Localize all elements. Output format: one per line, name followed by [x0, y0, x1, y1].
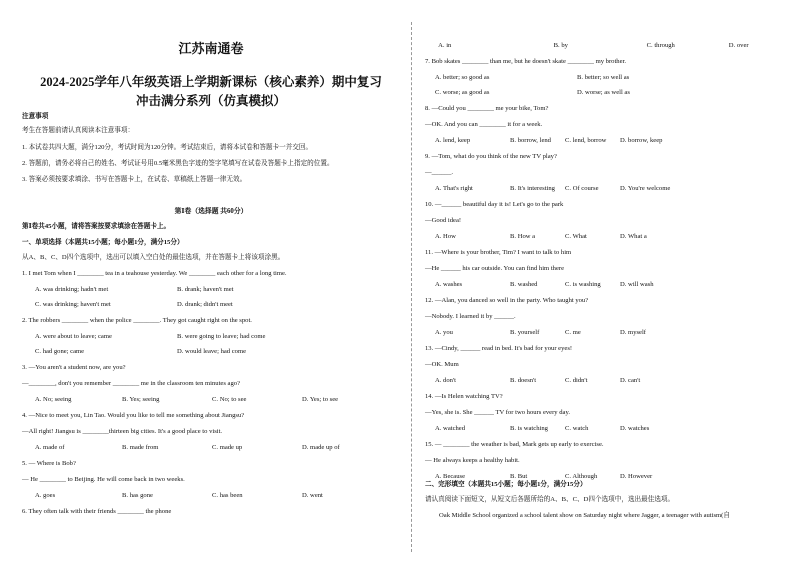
answer-option: A. No; seeing: [35, 396, 72, 403]
notice-item: 3. 答案必须按要求填涂、书写在答题卡上，在试卷、草稿纸上答题一律无效。: [22, 176, 247, 183]
answer-option: A. were about to leave; came: [35, 333, 112, 340]
answer-option: B. doesn't: [510, 377, 537, 384]
answer-option: B. made from: [122, 444, 159, 451]
notice-heading: 注意事项: [22, 113, 49, 120]
answer-option: B. But: [510, 473, 528, 480]
answer-option: D. would leave; had come: [177, 348, 247, 355]
question-stem: 13. —Cindy, ______ read in bed. It's bad for your eyes!: [425, 345, 573, 352]
answer-option: A. better; so good as: [435, 74, 490, 81]
answer-option: B. drank; haven't met: [177, 286, 234, 293]
answer-option: A. Because: [435, 473, 466, 480]
section2-title: 二、完形填空（本题共15小题；每小题1分，满分15分）: [425, 481, 587, 488]
left-column: [22, 0, 400, 562]
question-stem: —He ______ his car outside. You can find him there: [425, 265, 564, 272]
answer-option: B. has gone: [122, 492, 153, 499]
question-stem: 15. — ________ the weather is bad, Mark gets up early to exercise.: [425, 441, 604, 448]
answer-option: D. watches: [620, 425, 650, 432]
answer-option: A. washes: [435, 281, 463, 288]
section1-title: 一、单项选择（本题共15小题；每小题1分，满分15分）: [22, 239, 184, 246]
answer-option: D. Yes; to see: [302, 396, 339, 403]
question-stem: —All right! Jiangsu is ________thirteen big cities. It's a good place to visit.: [22, 428, 223, 435]
answer-option: C. Of course: [565, 185, 599, 192]
question-stem: 2. The robbers ________ when the police ________. They got caught right on the spot.: [22, 317, 252, 324]
answer-option: D. made up of: [302, 444, 340, 451]
question-stem: 14. —Is Helen watching TV?: [425, 393, 503, 400]
question-stem: —______.: [425, 169, 454, 176]
answer-option: A. in: [438, 42, 452, 49]
answer-option: D. However: [620, 473, 653, 480]
answer-option: A. made of: [35, 444, 65, 451]
answer-option: C. made up: [212, 444, 243, 451]
part1-note: 第Ⅰ卷共45小题，请将答案按要求填涂在答题卡上。: [22, 223, 171, 230]
answer-option: D. borrow, keep: [620, 137, 663, 144]
question-stem: —OK. Mum: [425, 361, 459, 368]
question-stem: 10. —______ beautiful day it is! Let's go to the park: [425, 201, 564, 208]
question-stem: 7. Bob skates ________ than me, but he doesn't skate ________ my brother.: [425, 58, 626, 65]
right-column: [425, 0, 777, 562]
answer-option: C. worse; as good as: [435, 89, 490, 96]
answer-option: C. lend, borrow: [565, 137, 607, 144]
answer-option: A. lend, keep: [435, 137, 471, 144]
answer-option: C. is washing: [565, 281, 601, 288]
question-stem: —Yes, she is. She ______ TV for two hours every day.: [425, 409, 570, 416]
answer-option: D. went: [302, 492, 323, 499]
answer-option: B. borrow, lend: [510, 137, 551, 144]
answer-option: C. What: [565, 233, 587, 240]
answer-option: B. It's interesting: [510, 185, 555, 192]
question-stem: —Nobody. I learned it by ______.: [425, 313, 516, 320]
answer-option: B. by: [553, 42, 568, 49]
passage-text: Oak Middle School organized a school talent show on Saturday night where Jagger, a teenager with autism(自: [439, 512, 730, 519]
answer-option: B. better; so well as: [577, 74, 630, 81]
answer-option: C. No; to see: [212, 396, 247, 403]
question-stem: 11. —Where is your brother, Tim? I want to talk to him: [425, 249, 572, 256]
exam-title: 江苏南通卷: [178, 41, 244, 56]
question-stem: 1. I met Tom when I ________ tea in a teahouse yesterday. We ________ each other for a long time.: [22, 270, 287, 277]
answer-option: D. You're welcome: [620, 185, 671, 192]
question-stem: 6. They often talk with their friends ________ the phone: [22, 508, 172, 515]
answer-option: C. Although: [565, 473, 598, 480]
answer-option: D. over: [728, 42, 749, 49]
question-stem: 8. —Could you ________ me your bike, Tom?: [425, 105, 549, 112]
question-stem: —Good idea!: [425, 217, 462, 224]
notice-intro: 考生在答题前请认真阅读本注意事项：: [22, 127, 135, 134]
answer-option: B. How a: [510, 233, 536, 240]
answer-option: B. is watching: [510, 425, 548, 432]
notice-item: 1. 本试卷共四大题，满分120分，考试时间为120分钟。考试结束后，请将本试卷和答题卡一并交回。: [22, 144, 313, 151]
question-stem: — He ________ to Beijing. He will come back in two weeks.: [22, 476, 185, 483]
answer-option: D. will wash: [620, 281, 654, 288]
exam-subtitle-line1: 2024-2025学年八年级英语上学期新课标（核心素养）期中复习: [40, 75, 382, 89]
answer-option: C. watch: [565, 425, 589, 432]
exam-subtitle-line2: 冲击满分系列（仿真模拟）: [135, 94, 286, 108]
answer-option: D. can't: [620, 377, 641, 384]
answer-option: C. had gone; came: [35, 348, 85, 355]
answer-option: C. has been: [212, 492, 243, 499]
question-stem: 3. —You aren't a student now, are you?: [22, 364, 126, 371]
answer-option: B. were going to leave; had come: [177, 333, 266, 340]
answer-option: D. worse; as well as: [577, 89, 630, 96]
answer-option: D. What a: [620, 233, 647, 240]
answer-option: C. was drinking; haven't met: [35, 301, 111, 308]
answer-option: B. Yes; seeing: [122, 396, 160, 403]
part1-title: 第Ⅰ卷（选择题 共60分）: [174, 208, 248, 215]
answer-option: C. through: [646, 42, 675, 49]
section1-instructions: 从A、B、C、D四个选项中，选出可以填入空白处的最佳选项，并在答题卡上将该项涂黑。: [22, 254, 285, 261]
column-divider: [411, 22, 412, 552]
answer-option: A. don't: [435, 377, 456, 384]
answer-option: C. didn't: [565, 377, 588, 384]
answer-option: C. me: [565, 329, 581, 336]
answer-option: B. yourself: [510, 329, 540, 336]
answer-option: A. you: [435, 329, 453, 336]
question-stem: 4. —Nice to meet you, Lin Tao. Would you like to tell me something about Jiangsu?: [22, 412, 245, 419]
answer-option: D. drank; didn't meet: [177, 301, 233, 308]
answer-option: B. washed: [510, 281, 538, 288]
notice-item: 2. 答题前，请务必将自己的姓名、考试证号用0.5毫米黑色字迹的签字笔填写在试卷及答题卡上指定的位置。: [22, 160, 334, 167]
answer-option: A. was drinking; hadn't met: [35, 286, 109, 293]
answer-option: A. That's right: [435, 185, 473, 192]
question-stem: — He always keeps a healthy habit.: [425, 457, 520, 464]
question-stem: 12. —Alan, you danced so well in the party. Who taught you?: [425, 297, 589, 304]
section2-instructions: 请认真阅读下面短文，从短文后各题所给的A、B、C、D四个选项中，选出最佳选项。: [425, 496, 675, 503]
question-stem: —________, don't you remember ________ me in the classroom ten minutes ago?: [22, 380, 241, 387]
answer-option: A. watched: [435, 425, 466, 432]
answer-option: A. goes: [35, 492, 56, 499]
answer-option: A. How: [435, 233, 456, 240]
question-stem: 5. — Where is Bob?: [22, 460, 76, 467]
question-stem: —OK. And you can ________ it for a week.: [425, 121, 543, 128]
question-stem: 9. —Tom, what do you think of the new TV play?: [425, 153, 557, 160]
answer-option: D. myself: [620, 329, 647, 336]
